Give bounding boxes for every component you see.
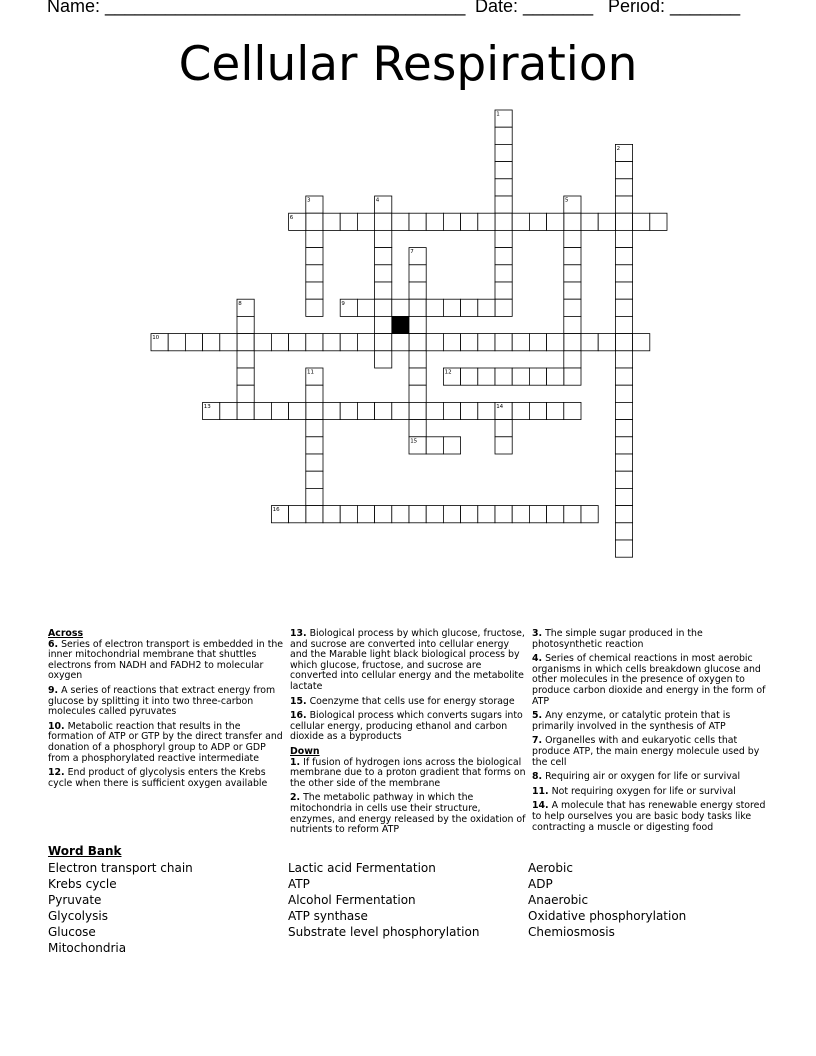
crossword-cell[interactable] [495, 420, 512, 437]
crossword-cell[interactable] [237, 368, 254, 385]
clue-number: 7. [532, 735, 543, 747]
word-bank-item: Glycolysis [48, 909, 108, 923]
crossword-cell[interactable] [409, 385, 426, 402]
clue-text: Not requiring oxygen for life or survival [551, 785, 736, 797]
down-heading: Down [290, 745, 320, 757]
word-bank-column-3 [528, 860, 686, 940]
crossword-cell[interactable] [375, 316, 392, 333]
crossword-cell[interactable] [306, 420, 323, 437]
crossword-cell[interactable] [461, 402, 478, 419]
clue-number: 15. [290, 695, 307, 707]
crossword-cell[interactable] [357, 213, 374, 230]
crossword-cell[interactable] [581, 213, 598, 230]
crossword-cell[interactable] [392, 213, 409, 230]
crossword-cell[interactable] [564, 265, 581, 282]
clue-text: A molecule that has renewable energy stored to help ourselves you are basic body tasks like contracting a muscle or digesting food [532, 800, 766, 833]
crossword-cell[interactable] [615, 437, 632, 454]
crossword-cell[interactable] [220, 334, 237, 351]
crossword-cell[interactable] [615, 196, 632, 213]
crossword-cell[interactable] [409, 299, 426, 316]
clue-8 [532, 772, 768, 783]
crossword-cell[interactable] [529, 402, 546, 419]
word-bank-item: Krebs cycle [48, 877, 117, 891]
crossword-cell[interactable] [478, 506, 495, 523]
word-bank-item: Chemiosmosis [528, 925, 615, 939]
clue-text: End product of glycolysis enters the Krebs cycle when there is sufficient oxygen available [48, 767, 268, 789]
clue-text: Requiring air or oxygen for life or survival [545, 771, 741, 783]
crossword-cell[interactable] [357, 506, 374, 523]
crossword-cell[interactable] [615, 471, 632, 488]
crossword-cell[interactable] [323, 334, 340, 351]
clue-text: Metabolic reaction that results in the formation of ATP or GTP by the direct transfer and donation of a phosphoryl group to ADP or GDP from a phosphorylated reactive intermediate [48, 720, 283, 764]
crossword-cell[interactable] [306, 454, 323, 471]
crossword-cell[interactable] [392, 506, 409, 523]
clue-4 [532, 654, 768, 707]
crossword-cell[interactable] [615, 334, 632, 351]
crossword-cell[interactable] [357, 299, 374, 316]
crossword-cell[interactable] [495, 506, 512, 523]
crossword-cell[interactable] [409, 368, 426, 385]
crossword-cell[interactable] [547, 368, 564, 385]
crossword-cell[interactable] [409, 420, 426, 437]
crossword-number-1: 1 [496, 111, 500, 118]
crossword-cell[interactable] [375, 299, 392, 316]
crossword-cell[interactable] [323, 213, 340, 230]
crossword-cell[interactable] [529, 368, 546, 385]
crossword-cell[interactable] [615, 213, 632, 230]
crossword-cell[interactable] [615, 385, 632, 402]
name-field[interactable]: Name: ____________________________________ [47, 0, 466, 16]
crossword-cell[interactable] [271, 402, 288, 419]
crossword-cell[interactable] [564, 316, 581, 333]
crossword-cell[interactable] [340, 334, 357, 351]
crossword-cell[interactable] [615, 162, 632, 179]
crossword-cell[interactable] [495, 179, 512, 196]
crossword-cell[interactable] [495, 162, 512, 179]
clue-text: The simple sugar produced in the photosynthetic reaction [532, 628, 703, 650]
clue-number: 13. [290, 628, 307, 639]
crossword-cell[interactable] [306, 506, 323, 523]
crossword-cell[interactable] [340, 402, 357, 419]
crossword-cell[interactable] [461, 334, 478, 351]
crossword-cell[interactable] [409, 265, 426, 282]
crossword-cell[interactable] [461, 299, 478, 316]
clue-5 [532, 711, 768, 732]
crossword-cell[interactable] [615, 316, 632, 333]
word-bank-item: ATP synthase [288, 909, 368, 923]
crossword-cell[interactable] [409, 351, 426, 368]
crossword-cell[interactable] [495, 127, 512, 144]
crossword-cell[interactable] [443, 506, 460, 523]
crossword-cell[interactable] [461, 506, 478, 523]
crossword-cell[interactable] [547, 334, 564, 351]
crossword-cell[interactable] [443, 213, 460, 230]
clue-6 [48, 640, 284, 682]
clue-number: 11. [532, 785, 549, 797]
crossword-cell[interactable] [443, 299, 460, 316]
clue-14 [532, 801, 768, 833]
crossword-cell[interactable] [306, 385, 323, 402]
crossword-cell[interactable] [512, 213, 529, 230]
clue-number: 14. [532, 800, 549, 812]
crossword-cell[interactable] [615, 368, 632, 385]
crossword-cell[interactable] [306, 248, 323, 265]
word-bank-column-2 [288, 860, 479, 940]
clue-text: A series of reactions that extract energy from glucose by splitting it into two three-carbon molecules called pyruvates [48, 684, 276, 718]
crossword-cell[interactable] [220, 402, 237, 419]
crossword-cell[interactable] [547, 213, 564, 230]
word-bank-item: ADP [528, 877, 553, 891]
crossword-cell[interactable] [615, 351, 632, 368]
crossword-cell[interactable] [323, 506, 340, 523]
clue-number: 16. [290, 710, 307, 722]
crossword-cell[interactable] [581, 334, 598, 351]
crossword-cell[interactable] [306, 488, 323, 505]
crossword-cell[interactable] [581, 506, 598, 523]
crossword-cell[interactable] [615, 420, 632, 437]
crossword-cell[interactable] [615, 179, 632, 196]
crossword-cell[interactable] [392, 402, 409, 419]
crossword-cell[interactable] [547, 402, 564, 419]
crossword-cell[interactable] [564, 334, 581, 351]
crossword-cell[interactable] [564, 368, 581, 385]
crossword-cell[interactable] [306, 230, 323, 247]
crossword-number-15: 15 [410, 438, 418, 445]
crossword-cell[interactable] [323, 402, 340, 419]
crossword-cell[interactable] [478, 402, 495, 419]
crossword-cell[interactable] [409, 316, 426, 333]
crossword-cell[interactable] [564, 230, 581, 247]
crossword-cell[interactable] [443, 334, 460, 351]
crossword-cell[interactable] [564, 282, 581, 299]
crossword-cell[interactable] [375, 230, 392, 247]
word-bank-item: ATP [288, 877, 310, 891]
crossword-cell[interactable] [564, 506, 581, 523]
crossword-cell[interactable] [495, 282, 512, 299]
crossword-cell[interactable] [461, 368, 478, 385]
crossword-cell[interactable] [409, 282, 426, 299]
crossword-cell[interactable] [237, 351, 254, 368]
word-bank-item: Electron transport chain [48, 861, 193, 875]
crossword-number-12: 12 [444, 369, 452, 376]
crossword-cell[interactable] [478, 334, 495, 351]
crossword-number-2: 2 [616, 146, 621, 152]
crossword-cell[interactable] [426, 299, 443, 316]
word-bank-item: Oxidative phosphorylation [528, 909, 687, 923]
crossword-cell[interactable] [306, 299, 323, 316]
crossword-cell[interactable] [633, 334, 650, 351]
crossword-cell[interactable] [375, 265, 392, 282]
crossword-number-16: 16 [272, 507, 280, 514]
crossword-cell[interactable] [633, 213, 650, 230]
word-bank-column-1 [48, 860, 193, 956]
crossword-cell[interactable] [443, 437, 460, 454]
crossword-cell[interactable] [615, 454, 632, 471]
clue-number: 9. [48, 684, 59, 696]
word-bank-item: Glucose [48, 925, 96, 939]
clue-11 [532, 787, 768, 798]
crossword-cell[interactable] [306, 402, 323, 419]
crossword-cell[interactable] [375, 248, 392, 265]
word-bank-item: Anaerobic [528, 893, 589, 907]
across-heading: Across [48, 628, 84, 639]
crossword-cell[interactable] [306, 282, 323, 299]
crossword-cell[interactable] [615, 540, 632, 557]
crossword-cell[interactable] [598, 213, 615, 230]
crossword-cell[interactable] [615, 299, 632, 316]
crossword-cell[interactable] [615, 488, 632, 505]
clue-10 [48, 722, 284, 764]
crossword-cell[interactable] [357, 334, 374, 351]
word-bank-item: Substrate level phosphorylation [288, 925, 480, 939]
crossword-cell[interactable] [289, 334, 306, 351]
crossword-cell[interactable] [375, 402, 392, 419]
crossword-number-8: 8 [238, 300, 242, 307]
clue-1 [290, 758, 526, 790]
crossword-cell[interactable] [615, 230, 632, 247]
crossword-cell[interactable] [375, 506, 392, 523]
clue-7 [532, 736, 768, 768]
clue-9 [48, 686, 284, 718]
crossword-number-5: 5 [565, 197, 569, 204]
crossword-cell[interactable] [615, 506, 632, 523]
crossword-cell[interactable] [426, 506, 443, 523]
crossword-cell[interactable] [512, 368, 529, 385]
crossword-cell[interactable] [564, 213, 581, 230]
crossword-cell[interactable] [564, 351, 581, 368]
clue-text: Series of electron transport is embedded in the inner mitochondrial membrane that shuttles electrons from NADH and FADH2 to molecular oxygen [48, 638, 284, 682]
crossword-number-14: 14 [496, 404, 504, 410]
crossword-cell[interactable] [495, 213, 512, 230]
crossword-cell[interactable] [409, 402, 426, 419]
crossword-cell[interactable] [495, 299, 512, 316]
clue-number: 8. [532, 771, 543, 783]
crossword-cell[interactable] [375, 351, 392, 368]
crossword-cell[interactable] [495, 230, 512, 247]
crossword-cell[interactable] [254, 402, 271, 419]
clue-16 [290, 711, 526, 743]
clue-text: Any enzyme, or catalytic protein that is primarily involved in the synthesis of ATP [532, 710, 731, 732]
crossword-number-3: 3 [307, 197, 311, 204]
crossword-cell[interactable] [615, 282, 632, 299]
clue-text: Series of chemical reactions in most aerobic organisms in which cells breakdown glucose and other molecules in the presence of oxygen to produce carbon dioxide and energy in the form of ATP [532, 653, 766, 707]
clue-text: The metabolic pathway in which the mitochondria in cells use their structure, enzymes, and energy released by the oxidation of nutrients to reform ATP [290, 792, 526, 836]
clue-12 [48, 768, 284, 789]
clue-15 [290, 697, 526, 708]
crossword-cell[interactable] [306, 437, 323, 454]
crossword-cell[interactable] [237, 316, 254, 333]
word-bank-item: Alcohol Fermentation [288, 893, 416, 907]
crossword-cell[interactable] [340, 506, 357, 523]
crossword-cell[interactable] [495, 144, 512, 161]
crossword-cell[interactable] [650, 213, 667, 230]
crossword-cell[interactable] [357, 402, 374, 419]
crossword-cell[interactable] [564, 299, 581, 316]
crossword-cell[interactable] [495, 265, 512, 282]
crossword-cell[interactable] [547, 506, 564, 523]
crossword-cell[interactable] [564, 248, 581, 265]
clue-2 [290, 793, 526, 835]
clue-13 [290, 629, 526, 693]
crossword-cell[interactable] [461, 213, 478, 230]
clue-number: 5. [532, 710, 543, 722]
crossword-cell[interactable] [529, 506, 546, 523]
crossword-cell[interactable] [306, 265, 323, 282]
clue-number: 3. [532, 628, 543, 639]
crossword-cell[interactable] [426, 402, 443, 419]
page-title: Cellular Respiration [178, 37, 638, 92]
crossword-cell[interactable] [375, 213, 392, 230]
crossword-number-10: 10 [152, 335, 160, 342]
crossword-number-7: 7 [410, 249, 414, 256]
crossword-cell[interactable] [529, 213, 546, 230]
clue-number: 10. [48, 720, 65, 732]
crossword-cell[interactable] [512, 506, 529, 523]
crossword-cell[interactable] [271, 334, 288, 351]
crossword-cell[interactable] [426, 213, 443, 230]
crossword-cell[interactable] [375, 334, 392, 351]
crossword-cell[interactable] [185, 334, 202, 351]
crossword-number-4: 4 [375, 197, 380, 204]
clue-text: Biological process which converts sugars into cellular energy, producing ethanol and carbon dioxide as a byproducts [290, 710, 523, 743]
crossword-cell[interactable] [615, 523, 632, 540]
crossword-cell[interactable] [289, 402, 306, 419]
crossword-cell[interactable] [409, 506, 426, 523]
clue-text: Coenzyme that cells use for energy storage [309, 695, 515, 707]
crossword-cell[interactable] [426, 437, 443, 454]
crossword-number-9: 9 [341, 300, 345, 307]
clue-number: 4. [532, 653, 543, 665]
clue-number: 1. [290, 756, 301, 768]
clue-number: 2. [290, 792, 301, 804]
crossword-cell[interactable] [409, 213, 426, 230]
crossword-number-6: 6 [289, 214, 294, 221]
clues-column-1 [48, 629, 284, 793]
crossword-cell[interactable] [443, 402, 460, 419]
crossword-cell[interactable] [306, 471, 323, 488]
clues-column-2 [290, 629, 526, 840]
clue-3 [532, 629, 768, 650]
crossword-cell[interactable] [409, 334, 426, 351]
crossword-cell[interactable] [615, 248, 632, 265]
crossword-cell[interactable] [392, 334, 409, 351]
crossword-cell[interactable] [478, 213, 495, 230]
crossword-cell[interactable] [615, 402, 632, 419]
crossword-cell[interactable] [512, 334, 529, 351]
crossword-cell[interactable] [478, 368, 495, 385]
crossword-cell[interactable] [512, 402, 529, 419]
date-field[interactable]: Date: _______ [475, 0, 594, 16]
crossword-cell[interactable] [168, 334, 185, 351]
crossword-cell[interactable] [495, 248, 512, 265]
crossword-cell[interactable] [564, 402, 581, 419]
crossword-number-13: 13 [203, 404, 211, 410]
word-bank-item: Lactic acid Fermentation [288, 861, 436, 875]
crossword-cell[interactable] [495, 334, 512, 351]
clue-number: 6. [48, 638, 59, 650]
crossword-cell[interactable] [478, 299, 495, 316]
crossword-number-11: 11 [307, 369, 314, 376]
crossword-cell[interactable] [495, 196, 512, 213]
crossword-cell[interactable] [392, 299, 409, 316]
crossword-cell[interactable] [203, 334, 220, 351]
clue-text: If fusion of hydrogen ions across the biological membrane due to a proton gradient that forms on the other side of the membrane [290, 756, 526, 789]
period-field[interactable]: Period: _______ [608, 0, 741, 16]
crossword-black-cell [392, 316, 409, 333]
crossword-cell[interactable] [306, 334, 323, 351]
word-bank-item: Pyruvate [48, 893, 102, 907]
crossword-cell[interactable] [254, 334, 271, 351]
crossword-cell[interactable] [529, 334, 546, 351]
crossword-cell[interactable] [426, 334, 443, 351]
crossword-cell[interactable] [615, 265, 632, 282]
clue-text: Organelles with and eukaryotic cells that produce ATP, the main energy molecule used by the cell [532, 735, 760, 768]
crossword-cell[interactable] [598, 334, 615, 351]
crossword-cell[interactable] [495, 437, 512, 454]
clue-text: Biological process by which glucose, fructose, and sucrose are converted into cellular energy and the Marable light black biological process by which glucose, fructose, and sucrose are converted into cellular energy and the metabolite lactate [290, 628, 525, 692]
crossword-cell[interactable] [340, 213, 357, 230]
crossword-cell[interactable] [237, 402, 254, 419]
crossword-cell[interactable] [375, 282, 392, 299]
crossword-cell[interactable] [237, 385, 254, 402]
crossword-cell[interactable] [495, 368, 512, 385]
crossword-cell[interactable] [237, 334, 254, 351]
clue-number: 12. [48, 767, 65, 779]
word-bank-item: Aerobic [528, 861, 573, 875]
word-bank-heading: Word Bank [48, 844, 122, 858]
crossword-cell[interactable] [306, 213, 323, 230]
clues-column-3 [532, 629, 768, 837]
word-bank-item: Mitochondria [48, 941, 127, 955]
crossword-cell[interactable] [289, 506, 306, 523]
